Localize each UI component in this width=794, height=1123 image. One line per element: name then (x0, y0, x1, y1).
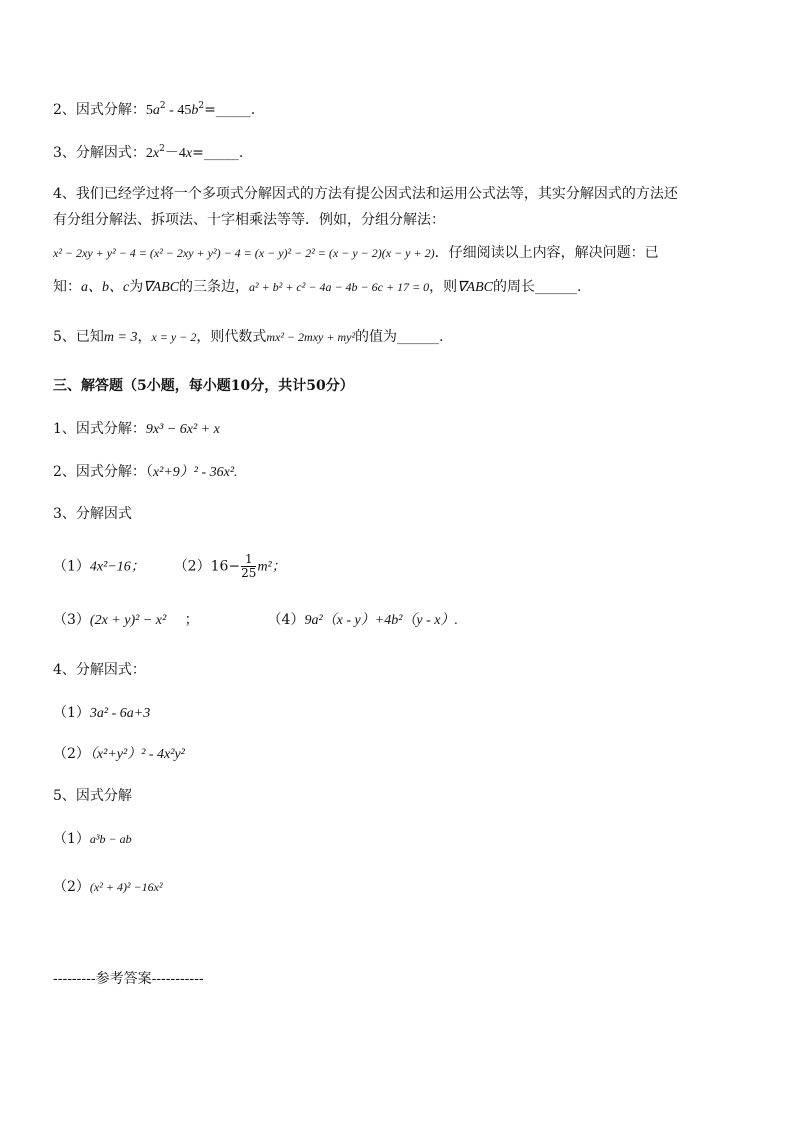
question-prefix: 3、分解因式： (53, 145, 146, 161)
expression: （x²+y²）² - 4x²y² (89, 747, 185, 762)
item-label: （2） (53, 879, 90, 895)
question-4-line-2: 有分组分解法、拆项法、十字相乘法等等．例如，分组分解法： (53, 212, 445, 228)
problem-3-row-1 (53, 553, 286, 580)
item-label: （2） (173, 558, 211, 575)
problem-prefix: 1、因式分解： (53, 421, 146, 437)
item-label: （3） (53, 612, 90, 628)
numerator: 1 (241, 553, 256, 567)
expression: 3a² - 6a+3 (89, 706, 151, 721)
problem-3-title: 3、分解因式 (53, 506, 132, 522)
variables: a、b、c (81, 280, 130, 295)
question-4-line-4 (53, 277, 581, 298)
item-label: （2） (53, 746, 90, 762)
exponent: 2 (159, 101, 166, 111)
answer-blank[interactable]: ______ (534, 279, 577, 295)
period: . (576, 279, 582, 295)
expr: －4 (164, 146, 186, 161)
text: ； (184, 612, 199, 628)
period: . (238, 145, 244, 161)
question-5 (53, 327, 444, 348)
answer-blank[interactable]: _____ (203, 145, 239, 161)
expr: 5 (145, 103, 153, 118)
text: ， (137, 329, 152, 345)
answer-blank[interactable]: _____ (215, 102, 251, 118)
question-2 (53, 100, 255, 121)
question-prefix: 2、因式分解： (53, 102, 146, 118)
expr: x (152, 146, 160, 161)
triangle-symbol: ∇ABC (457, 280, 493, 295)
expression: 9a²（x - y）+4b²（y - x）. (304, 613, 458, 628)
denominator: 25 (241, 566, 257, 580)
formula: x² − 2xy + y² − 4 = (x² − 2xy + y²) − 4 = (x − y)² − 2² = (x − y − 2)(x − y + 2) (53, 246, 435, 260)
section-title: 三、解答题（5小题，每小题10分，共计50分） (53, 378, 354, 394)
item-label: （1） (53, 558, 90, 575)
condition-equation: a² + b² + c² − 4a − 4b − 6c + 17 = 0 (249, 280, 430, 294)
text: 的周长 (492, 279, 535, 295)
expr: 2 (145, 146, 153, 161)
problem-4-title: 4、分解因式： (53, 662, 146, 678)
triangle-symbol: ∇ABC (143, 280, 180, 295)
text: 的三条边， (179, 279, 250, 295)
period: . (439, 329, 444, 345)
problem-5-item-2 (53, 877, 163, 897)
exponent: 2 (198, 101, 205, 111)
expression: x²+9）² - 36x². (152, 465, 238, 480)
expr: = (192, 145, 204, 161)
item-label: （1） (53, 705, 90, 721)
problem-5-item-1 (53, 829, 132, 849)
expression: (x² + 4)² −16x² (89, 880, 163, 894)
problem-5-title: 5、因式分解 (53, 788, 132, 804)
problem-4-item-2 (53, 744, 185, 765)
expression: mx² − 2mxy + my² (266, 330, 356, 344)
fraction (241, 553, 256, 580)
expr: a (152, 103, 160, 118)
condition: m = 3 (103, 330, 138, 345)
period: . (250, 102, 256, 118)
expression: (2x + y)² − x² (89, 613, 167, 628)
text: ．仔细阅读以上内容，解决问题：已 (434, 245, 659, 261)
text: 为 (129, 279, 144, 295)
expression: m²； (257, 559, 286, 575)
text: 的值为 (355, 329, 398, 345)
problem-4-item-1 (53, 703, 150, 724)
expr: x (185, 146, 193, 161)
problem-2 (53, 462, 238, 483)
item-label: （4） (267, 612, 305, 628)
expression: a³b − ab (89, 832, 132, 846)
answer-key-divider: ---------参考答案----------- (53, 971, 204, 987)
expr: = (204, 102, 216, 118)
question-4-line-1: 4、我们已经学过将一个多项式分解因式的方法有提公因式法和运用公式法等，其实分解因式的方法还 (53, 186, 678, 202)
answer-blank[interactable]: ______ (397, 329, 440, 345)
condition: x = y − 2 (151, 330, 197, 344)
expression: 9x³ − 6x² + x (145, 422, 220, 437)
expression: 16− (210, 558, 241, 575)
question-4-line-3 (53, 243, 659, 263)
problem-3-row-2 (53, 610, 458, 631)
text: ，则 (429, 279, 458, 295)
item-label: （1） (53, 831, 90, 847)
question-prefix: 5、已知 (53, 329, 104, 345)
problem-1 (53, 419, 220, 440)
question-3 (53, 143, 243, 164)
expression: 4x²−16； (89, 559, 145, 575)
text: ，则代数式 (196, 329, 267, 345)
expr: b (191, 103, 199, 118)
exponent: 2 (159, 144, 165, 154)
expr: - 45 (165, 103, 192, 118)
problem-prefix: 2、因式分解：（ (53, 464, 153, 480)
text: 知： (53, 279, 81, 295)
